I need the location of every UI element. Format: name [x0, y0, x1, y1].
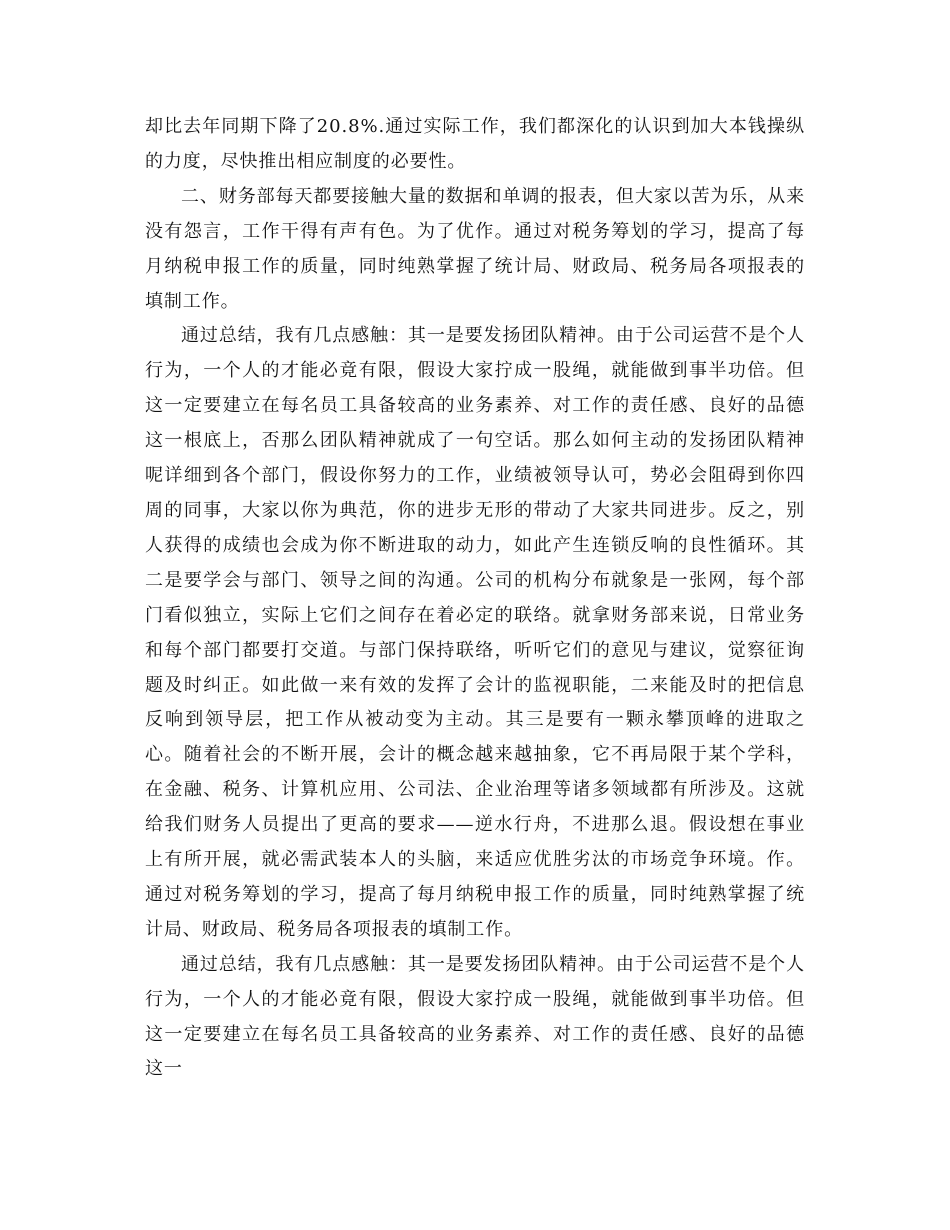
paragraph-summary-reflections: 通过总结，我有几点感触：其一是要发扬团队精神。由于公司运营不是个人行为，一个人的才能必竟有限，假设大家拧成一股绳，就能做到事半功倍。但这一定要建立在每名员工具备较高的业务素养、对工作的责任感、良好的品德这一根底上，否那么团队精神就成了一句空话。那么如何主动的发扬团队精神呢详细到各个部门，假设你努力的工作，业绩被领导认可，势必会阻碍到你四周的同事，大家以你为典范，你的进步无形的带动了大家共同进步。反之，别人获得的成绩也会成为你不断进取的动力，如此产生连锁反响的良性循环。其二是要学会与部门、领导之间的沟通。公司的机构分布就象是一张网，每个部门看似独立，实际上它们之间存在着必定的联络。就拿财务部来说，日常业务和每个部门都要打交道。与部门保持联络，听听它们的意见与建议，觉察征询题及时纠正。如此做一来有效的发挥了会计的监视职能，二来能及时的把信息反响到领导层，把工作从被动变为主动。其三是要有一颗永攀顶峰的进取之心。随着社会的不断开展，会计的概念越来越抽象，它不再局限于某个学科，在金融、税务、计算机应用、公司法、企业治理等诸多领域都有所涉及。这就给我们财务人员提出了更高的要求——逆水行舟，不进那么退。假设想在事业上有所开展，就必需武装本人的头脑，来适应优胜劣汰的市场竞争环境。作。通过对税务筹划的学习，提高了每月纳税申报工作的质量，同时纯熟掌握了统计局、财政局、税务局各项报表的填制工作。: [145, 325, 805, 940]
paragraph-summary-reflections-repeat: 通过总结，我有几点感触：其一是要发扬团队精神。由于公司运营不是个人行为，一个人的才能必竟有限，假设大家拧成一股绳，就能做到事半功倍。但这一定要建立在每名员工具备较高的业务素养、对工作的责任感、良好的品德这一: [145, 953, 805, 1080]
paragraph-cost-control: 却比去年同期下降了20.8%.通过实际工作，我们都深化的认识到加大本钱操纵的力度，尽快推出相应制度的必要性。: [145, 116, 805, 172]
paragraph-finance-department: 二、财务部每天都要接触大量的数据和单调的报表，但大家以苦为乐，从来没有怨言，工作干得有声有色。为了优作。通过对税务筹划的学习，提高了每月纳税申报工作的质量，同时纯熟掌握了统计局、财政局、税务局各项报表的填制工作。: [145, 185, 805, 312]
document-body: [145, 110, 805, 1087]
